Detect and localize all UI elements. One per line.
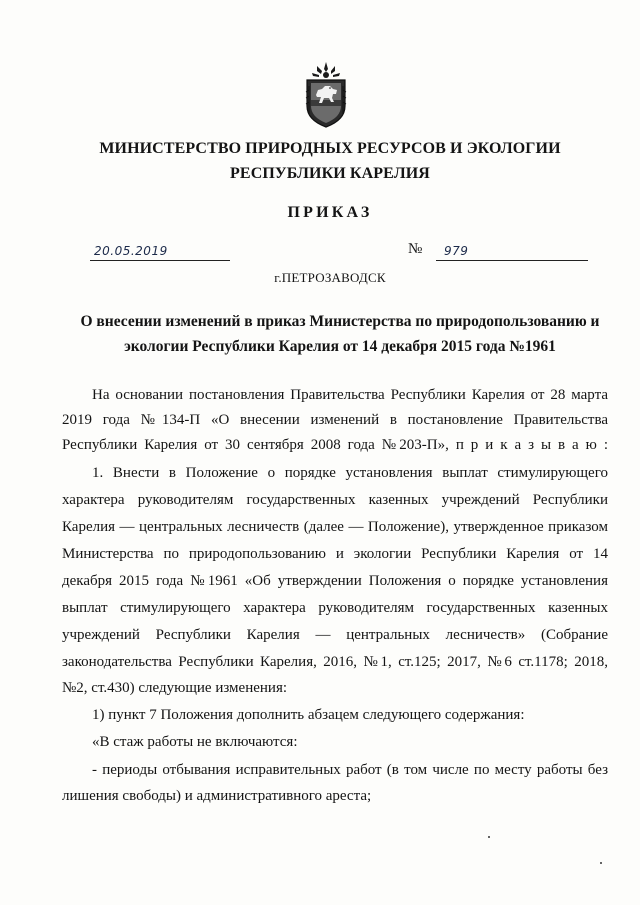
body-line: характера руководителям государственных казенных учреждений Республики [62,492,608,508]
body-line: законодательства Республики Карелия, 2016, №1, ст.125; 2017, №6 ст.1178; 2018, [62,654,608,670]
order-date-field [90,236,230,261]
body-line: лишения свободы) и административного ареста; [62,788,372,804]
order-number-handwritten: 979 [444,244,469,258]
order-subject-line2: экологии Республики Карелия от 14 декабря 2015 года №1961 [124,338,556,355]
ministry-name-line2: РЕСПУБЛИКИ КАРЕЛИЯ [230,165,430,182]
order-title: ПРИКАЗ [287,204,373,221]
karelia-coat-of-arms-icon [303,62,349,128]
body-line: 1) пункт 7 Положения дополнить абзацем следующего содержания: [92,707,525,723]
body-line: «В стаж работы не включаются: [92,734,298,750]
ministry-name-line1: МИНИСТЕРСТВО ПРИРОДНЫХ РЕСУРСОВ И ЭКОЛОГИИ [99,140,561,157]
body-line: Республики Карелия от 30 сентября 2008 года №203-П», п р и к а з ы в а ю : [62,437,608,453]
body-line: Министерства по природопользованию и экологии Республики Карелия от 14 [62,546,608,562]
body-line: учреждений Республики Карелия — центральных лесничеств» (Собрание [62,627,608,643]
body-line: На основании постановления Правительства Республики Карелия от 28 марта [92,387,608,403]
body-line: №2, ст.430) следующие изменения: [62,680,288,696]
order-subject-line1: О внесении изменений в приказ Министерства по природопользованию и [80,313,600,330]
scan-speck [600,862,602,864]
body-line: - периоды отбывания исправительных работ (в том числе по месту работы без [92,762,608,778]
order-number-label: № [408,241,423,257]
body-line: 1. Внести в Положение о порядке установления выплат стимулирующего [92,465,608,481]
scan-speck [488,836,490,838]
city-name: г.ПЕТРОЗАВОДСК [274,270,386,285]
body-line: выплат стимулирующего характера руководителям государственных казенных [62,600,608,616]
body-line: 2019 года №134-П «О внесении изменений в постановление Правительства [62,412,608,428]
order-number-line [436,236,588,261]
order-date-handwritten: 20.05.2019 [94,244,168,258]
body-line: декабря 2015 года №1961 «Об утверждении Положения о порядке установления [62,573,608,589]
body-line: Карелия — центральных лесничеств (далее — Положение), утвержденное приказом [62,519,608,535]
